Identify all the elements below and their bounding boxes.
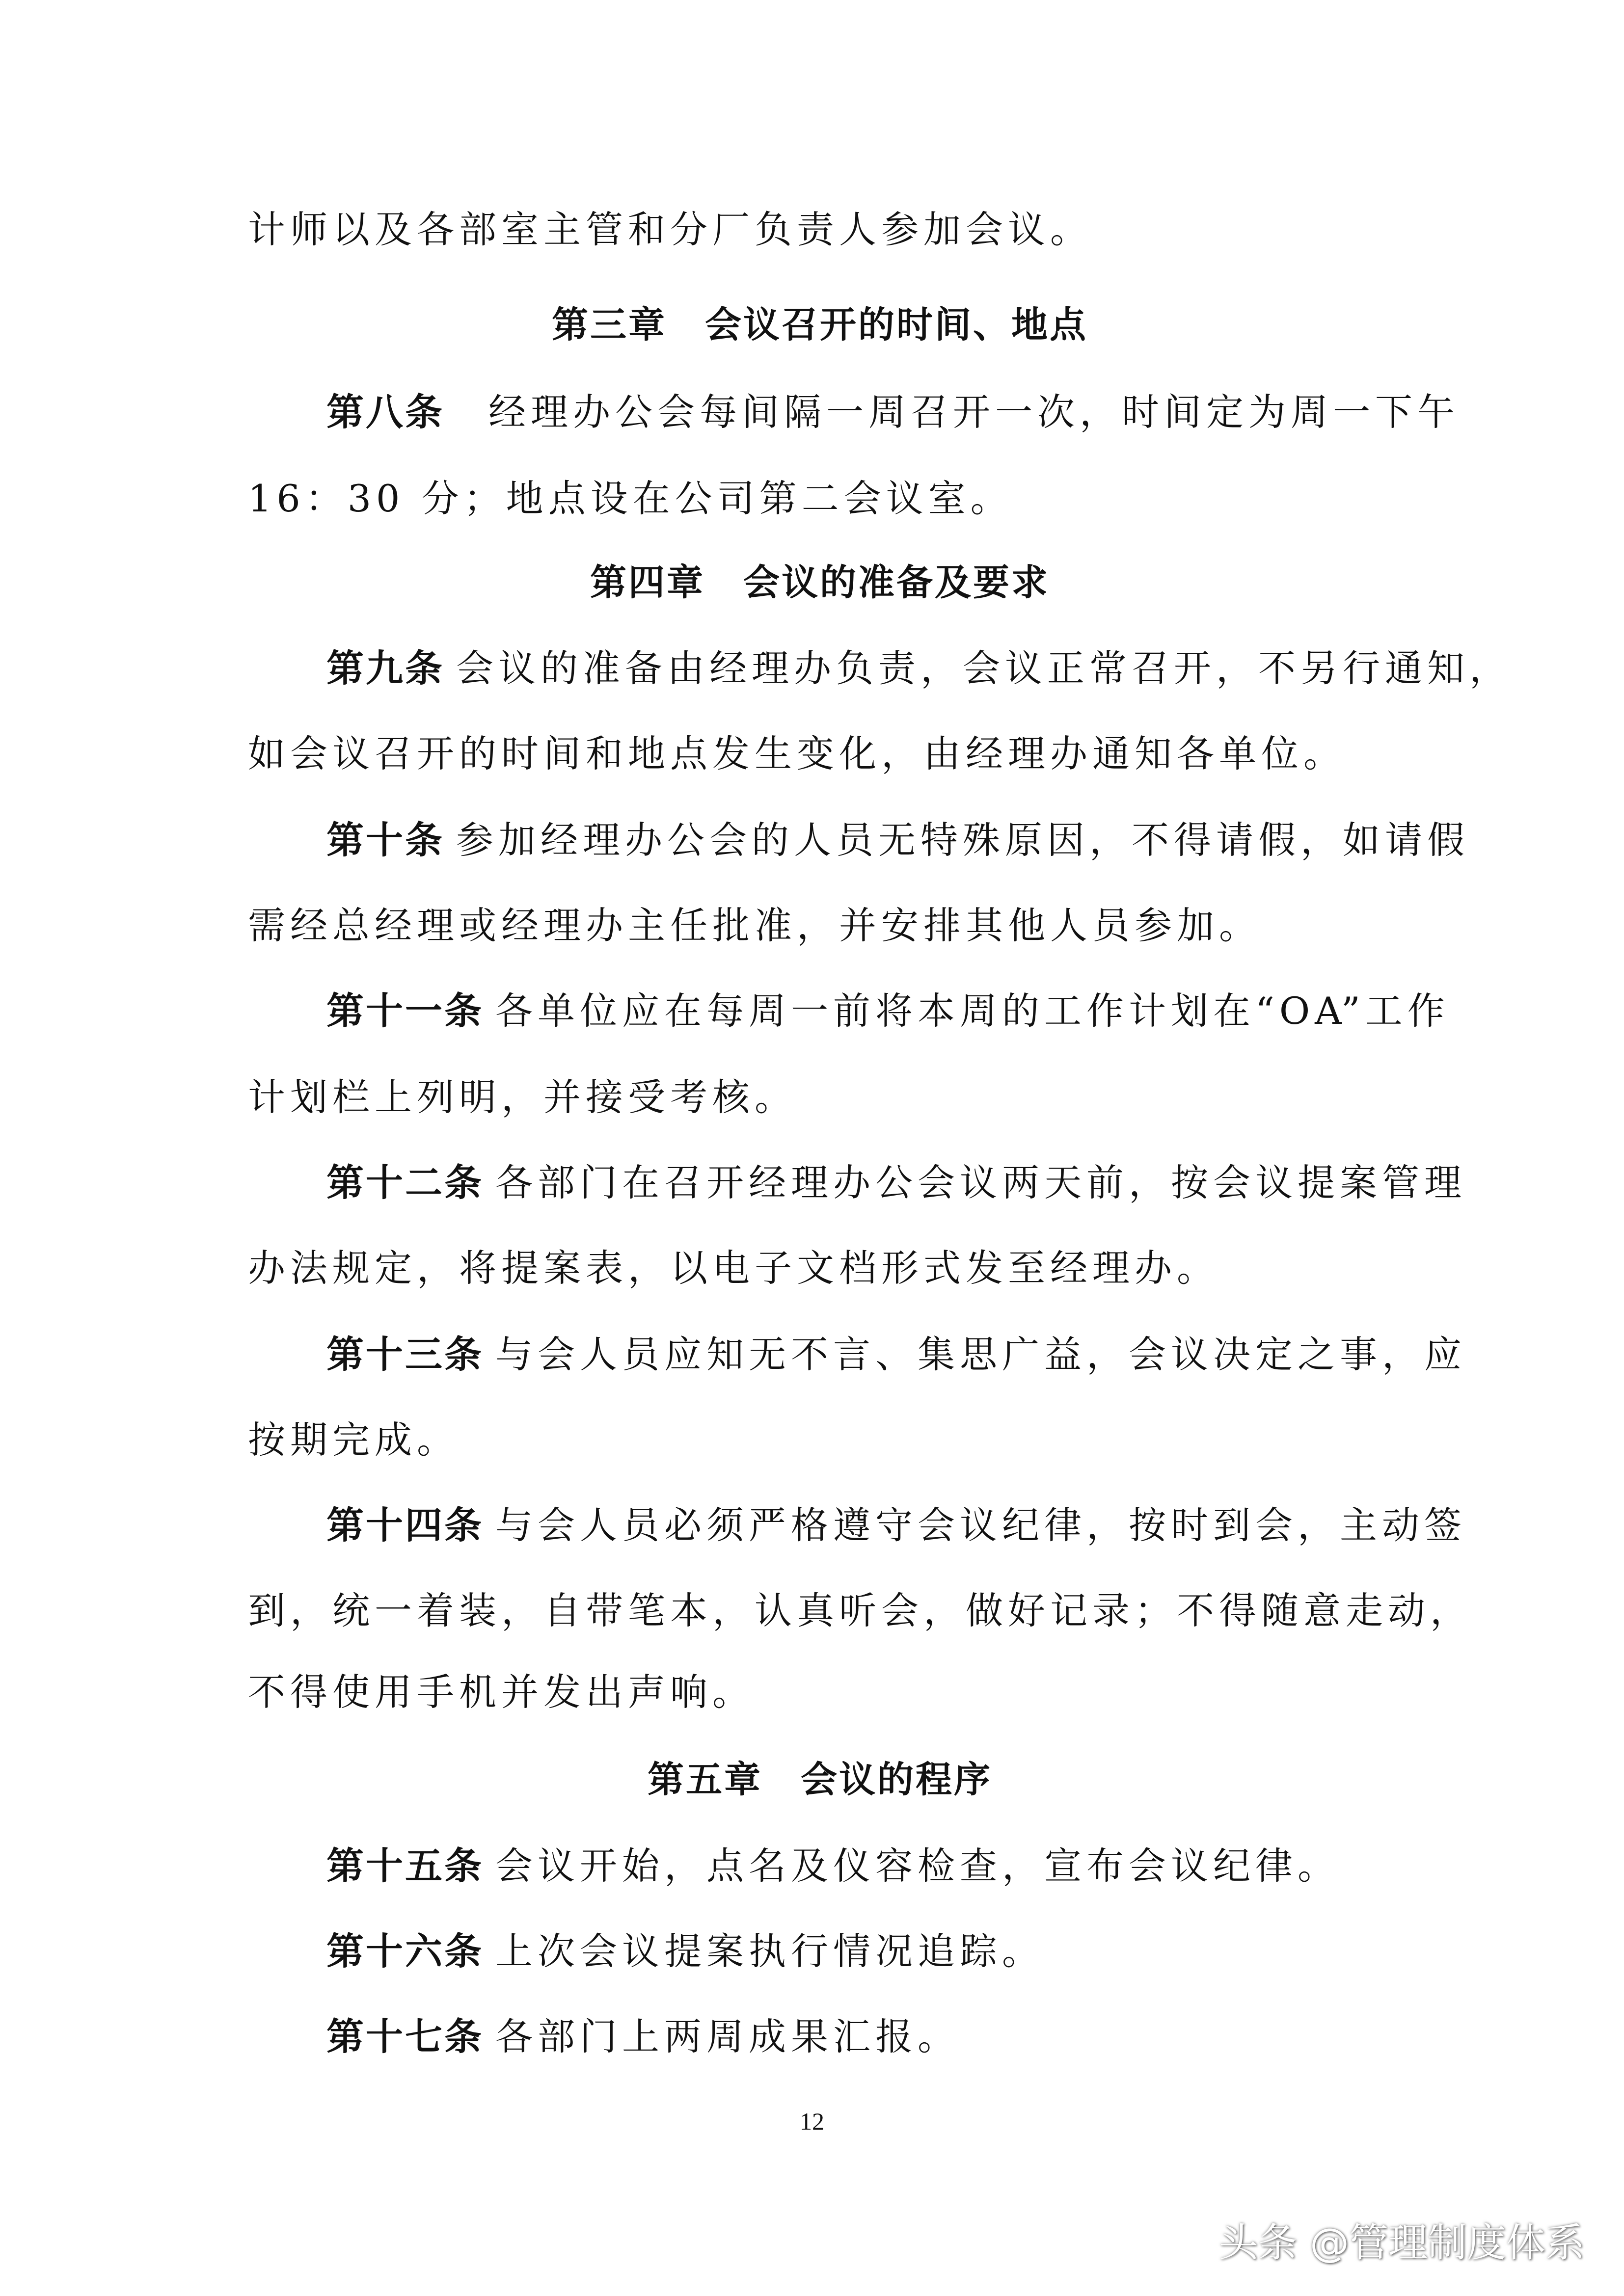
chapter-heading-5: 第五章 会议的程序: [648, 1759, 992, 1801]
article-text: 与会人员应知无不言、集思广益，会议决定之事，应: [495, 1333, 1466, 1376]
source-watermark: 头条 @管理制度体系: [1218, 2220, 1585, 2266]
page-number: 12: [800, 2108, 824, 2135]
article-14: [326, 1501, 1466, 1550]
article-text: 会议开始，点名及仪容检查，宣布会议纪律。: [495, 1844, 1340, 1888]
article-15: [326, 1842, 1392, 1891]
paragraph-line: 到，统一着装，自带笔本，认真听会，做好记录；不得随意走动，: [248, 1589, 1472, 1632]
article-text: 经理办公会每间隔一周召开一次，时间定为周一下午: [488, 390, 1460, 434]
article-label: 第八条: [326, 390, 444, 434]
article-text: 与会人员必须严格遵守会议纪律，按时到会，主动签: [495, 1503, 1466, 1547]
paragraph-line: 办法规定，将提案表，以电子文档形式发至经理办。: [248, 1246, 1219, 1290]
article-13: [326, 1330, 1466, 1379]
paragraph-line: 不得使用手机并发出声响。: [248, 1670, 755, 1714]
article-16: [326, 1927, 1392, 1976]
article-label: 第十六条: [326, 1929, 484, 1973]
paragraph-line: 按期完成。: [248, 1418, 459, 1462]
article-8: [326, 388, 1460, 437]
chapter-heading-3: 第三章 会议召开的时间、地点: [552, 304, 1088, 346]
article-label: 第十一条: [326, 989, 484, 1033]
article-10: [326, 816, 1469, 865]
article-text: 参加经理办公会的人员无特殊原因，不得请假，如请假: [456, 818, 1469, 862]
article-11: [326, 987, 1450, 1036]
article-label: 第十二条: [326, 1161, 484, 1204]
article-text: 各单位应在每周一前将本周的工作计划在“OA”工作: [495, 989, 1450, 1033]
article-9: [326, 644, 1512, 693]
paragraph-line: 如会议召开的时间和地点发生变化，由经理办通知各单位。: [248, 732, 1346, 775]
article-text: 上次会议提案执行情况追踪。: [495, 1929, 1044, 1973]
paragraph-line: 计划栏上列明，并接受考核。: [248, 1075, 797, 1119]
article-label: 第十七条: [326, 2015, 484, 2058]
article-12: [326, 1158, 1466, 1207]
article-17: [326, 2012, 1392, 2061]
article-label: 第十三条: [326, 1333, 484, 1376]
article-text: 各部门在召开经理办公会议两天前，按会议提案管理: [495, 1161, 1466, 1204]
article-label: 第十五条: [326, 1844, 484, 1888]
chapter-heading-4: 第四章 会议的准备及要求: [590, 561, 1050, 604]
paragraph-line: 需经总经理或经理办主任批准，并安排其他人员参加。: [248, 904, 1261, 947]
article-text: 会议的准备由经理办负责，会议正常召开，不另行通知，: [456, 646, 1512, 690]
article-text: 各部门上两周成果汇报。: [495, 2015, 960, 2058]
paragraph-line: 16：30 分；地点设在公司第二会议室。: [248, 477, 1013, 520]
paragraph-line: 计师以及各部室主管和分厂负责人参加会议。: [248, 208, 1092, 251]
article-label: 第十条: [326, 818, 444, 862]
article-label: 第九条: [326, 646, 444, 690]
article-label: 第十四条: [326, 1503, 484, 1547]
